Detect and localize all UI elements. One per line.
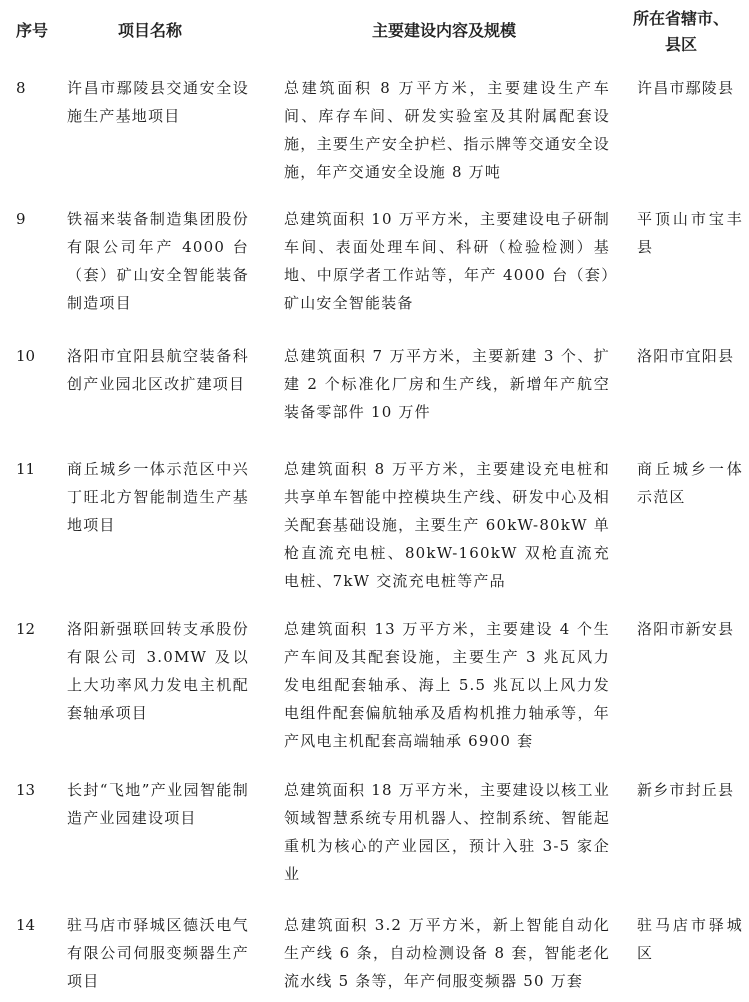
row-location: 洛阳市新安县	[637, 620, 735, 638]
row-construction-scale: 总建筑面积 8 万平方米，主要建设充电桩和共享单车智能中控模块生产线、研发中心及相关配套基础设施，主要生产 60kW-80kW 单枪直流充电桩、80kW-160kW 双枪直流充电桩、7kW 交流充电桩等产品	[284, 460, 610, 590]
row-project-name: 驻马店市驿城区德沃电气有限公司伺服变频器生产项目	[67, 916, 249, 990]
row-serial-number: 14	[16, 916, 36, 934]
header-location-line1: 所在省辖市、	[632, 9, 729, 28]
row-construction-scale: 总建筑面积 7 万平方米，主要新建 3 个、扩建 2 个标准化厂房和生产线，新增年产航空装备零部件 10 万件	[284, 347, 610, 421]
row-construction-scale: 总建筑面积 10 万平方米，主要建设电子研制车间、表面处理车间、科研（检验检测）基地、中原学者工作站等，年产 4000 台（套）矿山安全智能装备	[284, 210, 610, 312]
row-project-name: 许昌市鄢陵县交通安全设施生产基地项目	[67, 79, 249, 125]
header-construction-scale: 主要建设内容及规模	[371, 21, 516, 40]
header-project-name: 项目名称	[118, 21, 183, 40]
row-project-name: 铁福来装备制造集团股份有限公司年产 4000 台（套）矿山安全智能装备制造项目	[67, 210, 249, 312]
row-location: 新乡市封丘县	[637, 781, 735, 799]
header-location-line2: 县区	[664, 35, 697, 54]
row-location: 驻马店市驿城区	[637, 916, 743, 962]
row-project-name: 商丘城乡一体示范区中兴丁旺北方智能制造生产基地项目	[67, 460, 249, 534]
row-location: 许昌市鄢陵县	[637, 79, 735, 97]
header-serial-number: 序号	[16, 21, 49, 40]
row-serial-number: 12	[16, 620, 36, 638]
header-location	[626, 6, 736, 58]
row-serial-number: 10	[16, 347, 36, 365]
row-project-name: 洛阳市宜阳县航空装备科创产业园北区改扩建项目	[67, 347, 249, 393]
table-header	[0, 0, 749, 70]
row-construction-scale: 总建筑面积 8 万平方米，主要建设生产车间、库存车间、研发实验室及其附属配套设施，主要生产安全护栏、指示牌等交通安全设施，年产交通安全设施 8 万吨	[284, 79, 610, 181]
row-construction-scale: 总建筑面积 18 万平方米，主要建设以核工业领域智慧系统专用机器人、控制系统、智能起重机为核心的产业园区，预计入驻 3-5 家企业	[284, 781, 610, 883]
row-serial-number: 11	[16, 460, 36, 478]
row-serial-number: 8	[16, 79, 26, 97]
row-serial-number: 9	[16, 210, 26, 228]
row-serial-number: 13	[16, 781, 36, 799]
row-location: 平顶山市宝丰县	[637, 210, 743, 256]
row-location: 商丘城乡一体示范区	[637, 460, 743, 506]
row-project-name: 洛阳新强联回转支承股份有限公司 3.0MW 及以上大功率风力发电主机配套轴承项目	[67, 620, 249, 722]
row-location: 洛阳市宜阳县	[637, 347, 735, 365]
row-construction-scale: 总建筑面积 3.2 万平方米，新上智能自动化生产线 6 条，自动检测设备 8 套，智能老化流水线 5 条等，年产伺服变频器 50 万套	[284, 916, 610, 990]
row-construction-scale: 总建筑面积 13 万平方米，主要建设 4 个生产车间及其配套设施，主要生产 3 兆瓦风力发电组配套轴承、海上 5.5 兆瓦以上风力发电组件配套偏航轴承及盾构机推力轴承等，年产风电主机配套高端轴承 6900 套	[284, 620, 610, 750]
row-project-name: 长封“飞地”产业园智能制造产业园建设项目	[67, 781, 249, 827]
